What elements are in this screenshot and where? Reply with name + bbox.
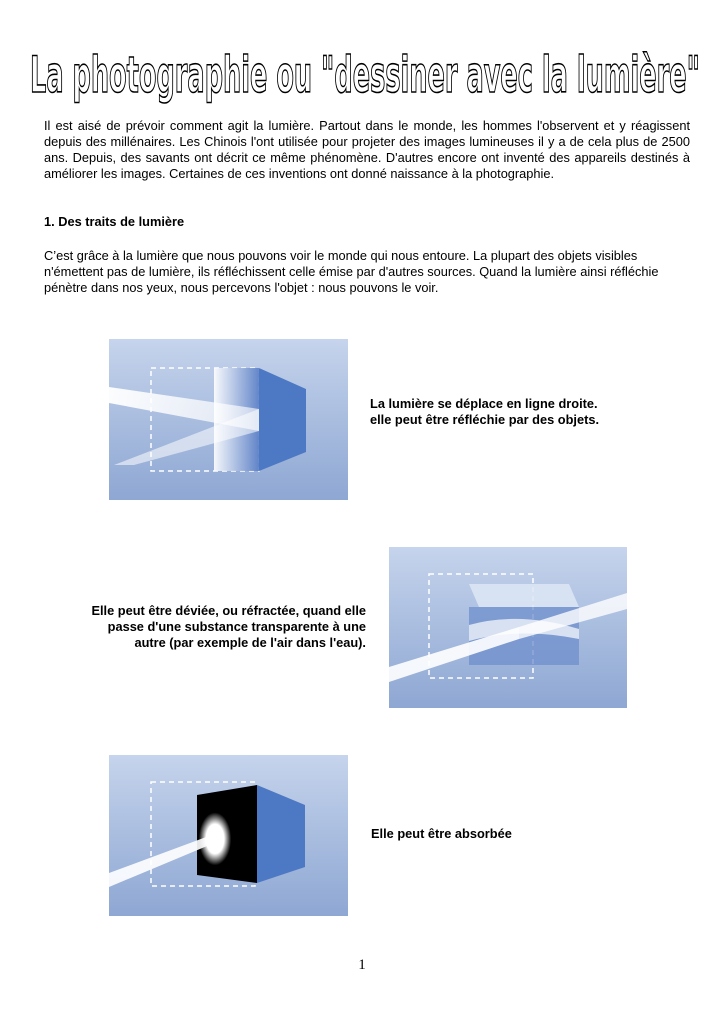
figure-caption-refraction: Elle peut être déviée, ou réfractée, quand elle passe d'une substance transparente à une autre (par exemple de l'air dans l'eau). xyxy=(91,603,366,650)
cube-front xyxy=(257,785,305,883)
figure-refraction xyxy=(389,547,627,708)
figure-absorption xyxy=(109,755,348,916)
page-title xyxy=(20,30,710,110)
page-number: 1 xyxy=(358,957,366,973)
cube-hole xyxy=(197,785,257,883)
intro-paragraph: Il est aisé de prévoir comment agit la lumière. Partout dans le monde, les hommes l'observent et y réagissent depuis des millénaires. Les Chinois l'ont utilisée pour projeter des images lumineuses il y a de cela plus de 2500 ans. Depuis, des savants ont décrit ce même phénomène. D'autres encore ont inventé des appareils destinés à améliorer les images. Certaines de ces inventions ont donné naissance à la photographie. xyxy=(44,118,690,181)
cube-front xyxy=(259,368,306,471)
figure-caption-reflection: La lumière se déplace en ligne droite. elle peut être réfléchie par des objets. xyxy=(370,396,600,427)
page-title-text: La photographie ou "dessiner avec la lumière" xyxy=(30,46,700,104)
section-heading: 1. Des traits de lumière xyxy=(44,214,185,229)
figure-caption-absorption: Elle peut être absorbée xyxy=(371,826,512,841)
section-paragraph: C’est grâce à la lumière que nous pouvons voir le monde qui nous entoure. La plupart des objets visibles n'émettent pas de lumière, ils réfléchissent celle émise par d'autres sources. Quand la lumière ainsi réfléchie pénètre dans nos yeux, nous percevons l'objet : nous pouvons le voir. xyxy=(44,248,659,295)
figure-reflection xyxy=(109,339,348,500)
cube-top xyxy=(469,584,579,607)
